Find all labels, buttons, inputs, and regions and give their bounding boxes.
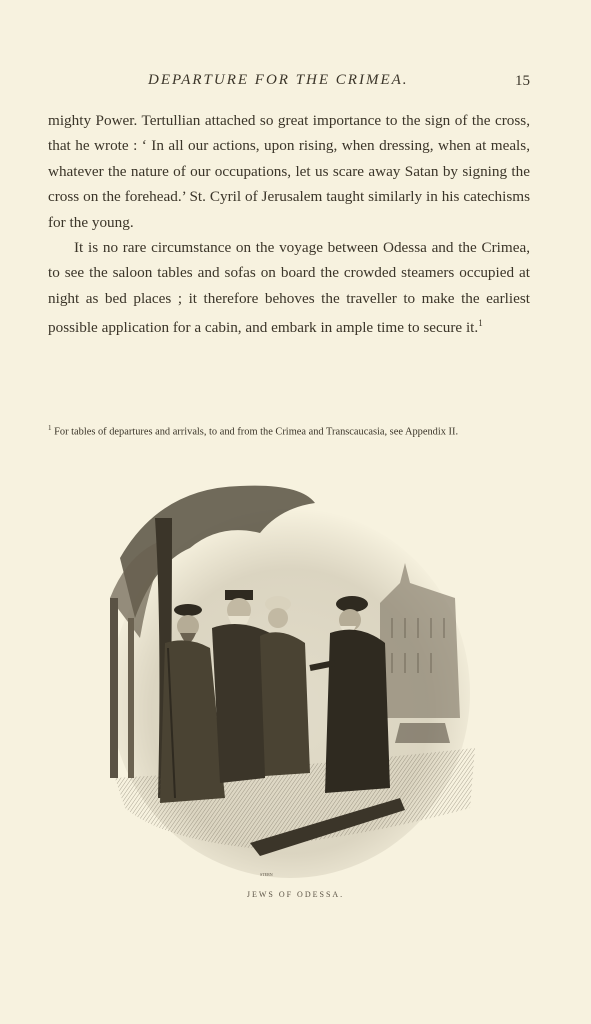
body-text [48, 108, 530, 341]
distant-carriage [395, 723, 450, 743]
paragraph-2-text: It is no rare circumstance on the voyage between Odessa and the Crimea, to see the saloon tables and sofas on board the crowded steamers occupied at night as bed places ; it therefore behoves the traveller to make the earliest possible application for a cabin, and embark in ample time to secure it. [48, 239, 530, 337]
footnote-text: For tables of departures and arrivals, to and from the Crimea and Transcaucasia, see Appendix II. [54, 426, 459, 438]
paragraph-2 [48, 235, 530, 341]
page-number: 15 [515, 73, 530, 89]
engraving-svg [100, 478, 480, 883]
footnote [48, 419, 530, 441]
footnote-reference: 1 [478, 318, 483, 329]
running-head: DEPARTURE FOR THE CRIMEA. [148, 72, 409, 88]
fence-post-2 [128, 618, 134, 778]
paragraph-1-text: mighty Power. Tertullian attached so great importance to the sign of the cross, that he wrote : ‘ In all our actions, upon rising, when dressing, when at meals, whatever the nature of our occupations, let us scare away Satan by signing the cross on the forehead.’ St. Cyril of Jerusalem taught similarly in his catechisms for the young. [48, 112, 530, 231]
paragraph-1 [48, 108, 530, 235]
engraving-illustration [100, 478, 480, 883]
footnote-marker: 1 [48, 424, 52, 432]
illustration-caption: JEWS OF ODESSA. [246, 890, 345, 899]
fence-post [110, 598, 118, 778]
engraver-signature: STERN [260, 872, 273, 877]
